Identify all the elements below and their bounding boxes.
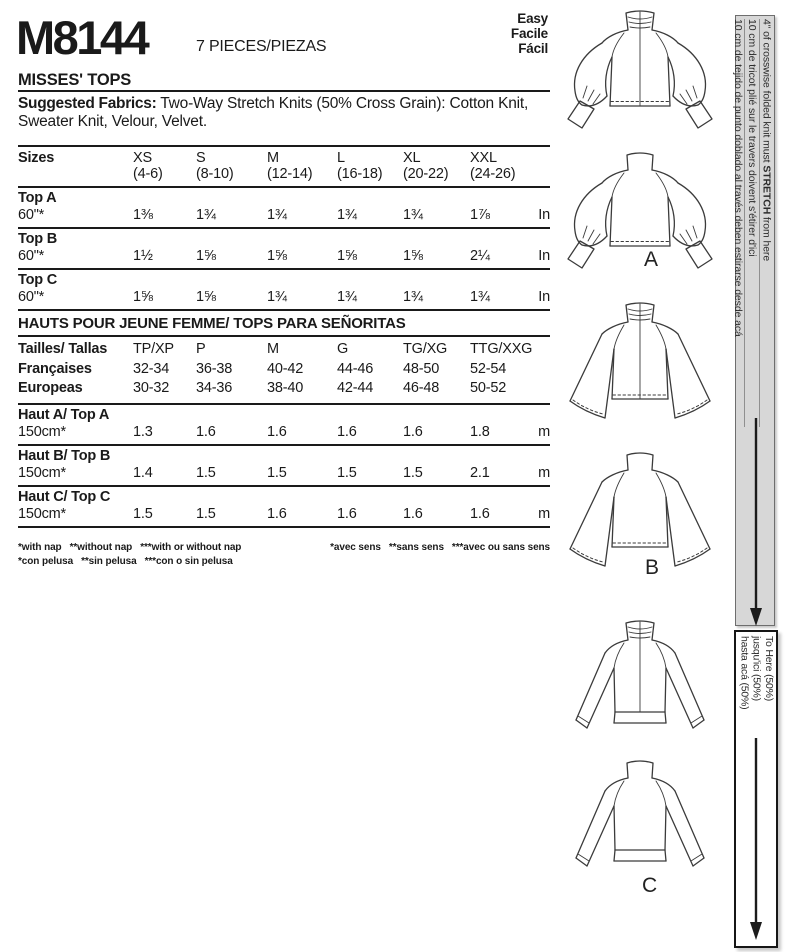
- yardage-value: 1¾: [267, 289, 287, 305]
- euro-size: 42-44: [337, 380, 374, 396]
- euro-size: 38-40: [267, 380, 304, 396]
- size-col: M: [267, 150, 279, 166]
- garment-illustrations: [552, 0, 734, 952]
- francaises-label: Françaises: [18, 360, 92, 377]
- euro-size: 50-52: [470, 380, 507, 396]
- table-row-haut-c: [18, 487, 550, 528]
- meterage-value: 1.6: [470, 505, 490, 522]
- unit-label: In: [538, 289, 550, 305]
- view-c-label: C: [642, 874, 658, 897]
- down-arrow-icon: [750, 418, 762, 626]
- to-here-fr: jusqu'ici (50%): [750, 636, 763, 701]
- metric-size-col: TP/XP: [133, 341, 174, 357]
- yardage-value: 2¼: [470, 248, 490, 264]
- yardage-value: 1½: [133, 248, 153, 264]
- unit-label: m: [538, 423, 550, 440]
- view-b-back-illustration: [555, 446, 731, 586]
- meterage-value: 1.8: [470, 423, 490, 440]
- garment-name: Haut C/ Top C: [18, 488, 111, 505]
- table-row-top-b: [18, 229, 550, 270]
- metric-size-col: TG/XG: [403, 341, 448, 357]
- view-a-front-illustration: [555, 6, 731, 142]
- yardage-value: 1¾: [470, 289, 490, 305]
- garment-name: Haut B/ Top B: [18, 447, 111, 464]
- size-range: (8-10): [196, 166, 234, 182]
- fabric-width: 60"*: [18, 289, 45, 305]
- view-a-back-illustration: [555, 146, 731, 282]
- table-row-top-a: [18, 188, 550, 229]
- unit-label: m: [538, 464, 550, 481]
- yardage-value: 1¾: [337, 207, 357, 223]
- footnote-french: *avec sens **sans sens ***avec ou sans sens: [330, 541, 550, 553]
- pieces-count: 7 PIECES/PIEZAS: [196, 38, 327, 55]
- yardage-value: 1¾: [403, 207, 423, 223]
- meterage-value: 1.6: [267, 505, 287, 522]
- meterage-value: 1.4: [133, 464, 153, 481]
- meterage-value: 1.6: [196, 423, 216, 440]
- metric-size-col: G: [337, 341, 349, 357]
- french-size: 32-34: [133, 360, 170, 377]
- yardage-value: 1⅝: [133, 289, 153, 305]
- french-size: 48-50: [403, 360, 440, 377]
- yardage-value: 1⅝: [403, 248, 423, 264]
- size-range: (4-6): [133, 166, 163, 182]
- french-size: 36-38: [196, 360, 233, 377]
- fabrics-label: Suggested Fabrics:: [18, 95, 157, 112]
- size-col: XL: [403, 150, 421, 166]
- garment-name: Top C: [18, 272, 57, 288]
- metric-section-title: HAUTS POUR JEUNE FEMME/ TOPS PARA SEÑORITAS: [18, 311, 550, 337]
- garment-name: Top B: [18, 231, 57, 247]
- yardage-table: [18, 145, 550, 569]
- yardage-value: 1¾: [196, 207, 216, 223]
- unit-label: In: [538, 248, 550, 264]
- metric-sizes-header: [18, 337, 550, 405]
- stretch-gauge-text: [731, 19, 773, 427]
- yardage-value: 1⅝: [337, 248, 357, 264]
- metric-size-col: P: [196, 341, 206, 357]
- meterage-value: 1.6: [267, 423, 287, 440]
- yardage-value: 1¾: [267, 207, 287, 223]
- stretch-gauge-target-box: [734, 630, 778, 948]
- garment-name: Top A: [18, 190, 57, 206]
- difficulty-rating: [420, 11, 548, 56]
- fabric-width: 150cm*: [18, 423, 66, 440]
- metric-size-col: TTG/XXG: [470, 341, 533, 357]
- footnote-english: *with nap **without nap ***with or without nap: [18, 541, 242, 553]
- fabric-width: 150cm*: [18, 505, 66, 522]
- french-size: 44-46: [337, 360, 374, 377]
- meterage-value: 1.6: [337, 505, 357, 522]
- fabric-width: 60"*: [18, 207, 45, 223]
- sizes-header-row: [18, 145, 550, 188]
- fabrics-text: Two-Way Stretch Knits (50% Cross Grain): Cotton Knit, Sweater Knit, Velour, Velvet.: [18, 95, 529, 130]
- footnote-spanish: *con pelusa **sin pelusa ***con o sin pelusa: [18, 555, 233, 567]
- table-row-top-c: [18, 270, 550, 311]
- meterage-value: 1.6: [337, 423, 357, 440]
- meterage-value: 1.3: [133, 423, 153, 440]
- size-range: (12-14): [267, 166, 313, 182]
- size-col: XXL: [470, 150, 497, 166]
- meterage-value: 1.5: [196, 464, 216, 481]
- size-range: (20-22): [403, 166, 449, 182]
- meterage-value: 1.5: [337, 464, 357, 481]
- french-size: 40-42: [267, 360, 304, 377]
- view-b-label: B: [645, 556, 660, 579]
- meterage-value: 1.5: [267, 464, 287, 481]
- euro-size: 46-48: [403, 380, 440, 396]
- table-row-haut-b: [18, 446, 550, 487]
- page-title: MISSES' TOPS: [18, 71, 132, 89]
- fabric-width: 150cm*: [18, 464, 66, 481]
- size-range: (16-18): [337, 166, 383, 182]
- yardage-value: 1¾: [337, 289, 357, 305]
- view-c-back-illustration: [555, 754, 731, 894]
- garment-name: Haut A/ Top A: [18, 406, 110, 423]
- to-here-es: hasta acá (50%): [738, 636, 751, 710]
- footnotes: [18, 541, 550, 569]
- stretch-note-en: 4" of crosswise folded knit must STRETCH from here: [759, 19, 773, 427]
- down-arrow-icon: [750, 738, 762, 940]
- euro-size: 34-36: [196, 380, 233, 396]
- view-c-front-illustration: [555, 616, 731, 756]
- difficulty-en: Easy: [517, 11, 548, 26]
- unit-label: In: [538, 207, 550, 223]
- yardage-value: 1⅞: [470, 207, 490, 223]
- size-col: S: [196, 150, 206, 166]
- yardage-value: 1⅝: [196, 248, 216, 264]
- stretch-note-fr: 10 cm de tricot plié sur le travers doivent s'étirer d'ici: [744, 19, 758, 427]
- size-col: L: [337, 150, 345, 166]
- table-row-haut-a: [18, 405, 550, 446]
- sizes-label: Sizes: [18, 150, 55, 166]
- fabric-width: 60"*: [18, 248, 45, 264]
- europeas-label: Europeas: [18, 380, 83, 396]
- suggested-fabrics: [18, 95, 558, 131]
- meterage-value: 2.1: [470, 464, 490, 481]
- yardage-value: 1⅝: [196, 289, 216, 305]
- euro-size: 30-32: [133, 380, 170, 396]
- metric-size-col: M: [267, 341, 279, 357]
- french-size: 52-54: [470, 360, 507, 377]
- title-divider: [18, 90, 550, 92]
- yardage-value: 1⅜: [133, 207, 153, 223]
- view-b-front-illustration: [555, 298, 731, 438]
- stretch-gauge-strip: [731, 15, 775, 626]
- to-here-text: [738, 636, 775, 738]
- meterage-value: 1.6: [403, 423, 423, 440]
- difficulty-es: Fácil: [518, 41, 548, 56]
- meterage-value: 1.5: [403, 464, 423, 481]
- pattern-number: M8144: [16, 11, 148, 64]
- stretch-note-es: 10 cm de tejido de punto doblado al través deben estirarse desde acá: [731, 19, 744, 337]
- unit-label: m: [538, 505, 550, 522]
- yardage-value: 1¾: [403, 289, 423, 305]
- meterage-value: 1.6: [403, 505, 423, 522]
- yardage-value: 1⅝: [267, 248, 287, 264]
- to-here-en: To Here (50%): [763, 636, 775, 702]
- difficulty-fr: Facile: [510, 26, 548, 41]
- view-a-label: A: [644, 248, 659, 271]
- size-range: (24-26): [470, 166, 516, 182]
- size-col: XS: [133, 150, 152, 166]
- meterage-value: 1.5: [196, 505, 216, 522]
- meterage-value: 1.5: [133, 505, 153, 522]
- tailles-label: Tailles/ Tallas: [18, 341, 108, 357]
